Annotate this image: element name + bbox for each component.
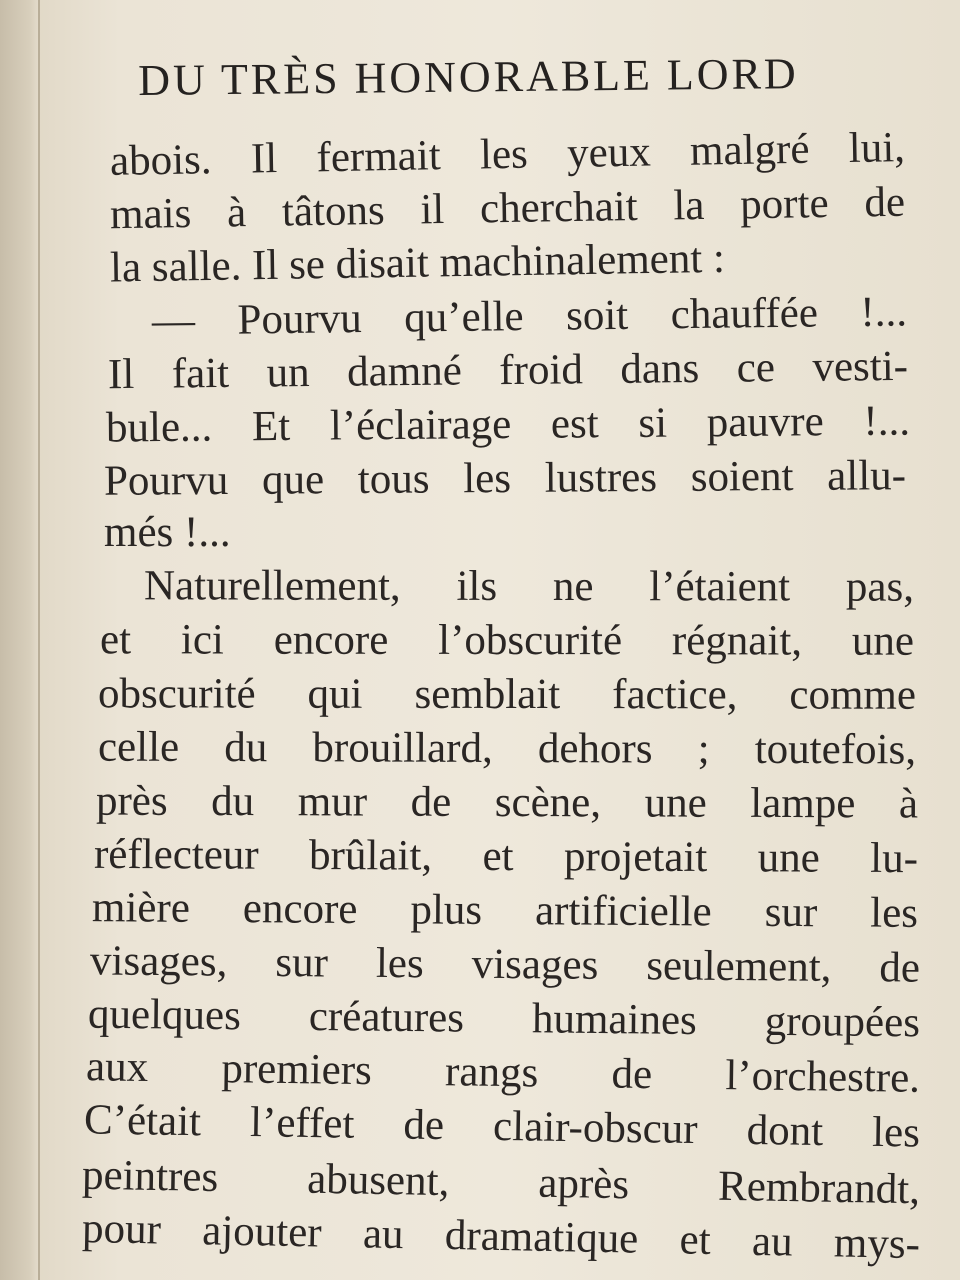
text-line: Il fait un damné froid dans ce vesti-	[107, 342, 909, 399]
text-line: mais à tâtons il cherchait la porte de	[109, 178, 906, 239]
text-line: et ici encore l’obscurité régnait, une	[99, 616, 915, 665]
text-line: — Pourvu qu’elle soit chauffée !...	[151, 288, 908, 345]
text-line: près du mur de scène, une lampe à	[95, 777, 919, 828]
text-line: més !...	[104, 509, 231, 556]
text-line: pour ajouter au dramatique et au mys-	[81, 1204, 921, 1269]
text-line: réflecteur brûlait, et projetait une lu-	[93, 830, 919, 883]
text-line: abois. Il fermait les yeux malgré lui,	[109, 124, 906, 185]
text-line: celle du brouillard, dehors ; toutefois,	[97, 723, 917, 774]
text-line: visages, sur les visages seulement, de	[89, 937, 921, 992]
text-line: la salle. Il se disait machinalement :	[109, 234, 726, 292]
running-head: DU TRÈS HONORABLE LORD	[138, 49, 799, 105]
text-line: Pourvu que tous les lustres soient allu-	[103, 452, 907, 505]
text-line: aux premiers rangs de l’orchestre.	[85, 1043, 921, 1102]
text-line: quelques créatures humaines groupées	[87, 990, 921, 1047]
text-line: Naturellement, ils ne l’étaient pas,	[143, 562, 915, 611]
text-line: mière encore plus artificielle sur les	[91, 884, 919, 937]
text-line: obscurité qui semblait factice, comme	[97, 670, 917, 719]
text-line: peintres abusent, après Rembrandt,	[81, 1151, 921, 1214]
text-line: bule... Et l’éclairage est si pauvre !...	[105, 397, 911, 452]
text-line: C’était l’effet de clair-obscur dont les	[83, 1096, 921, 1157]
